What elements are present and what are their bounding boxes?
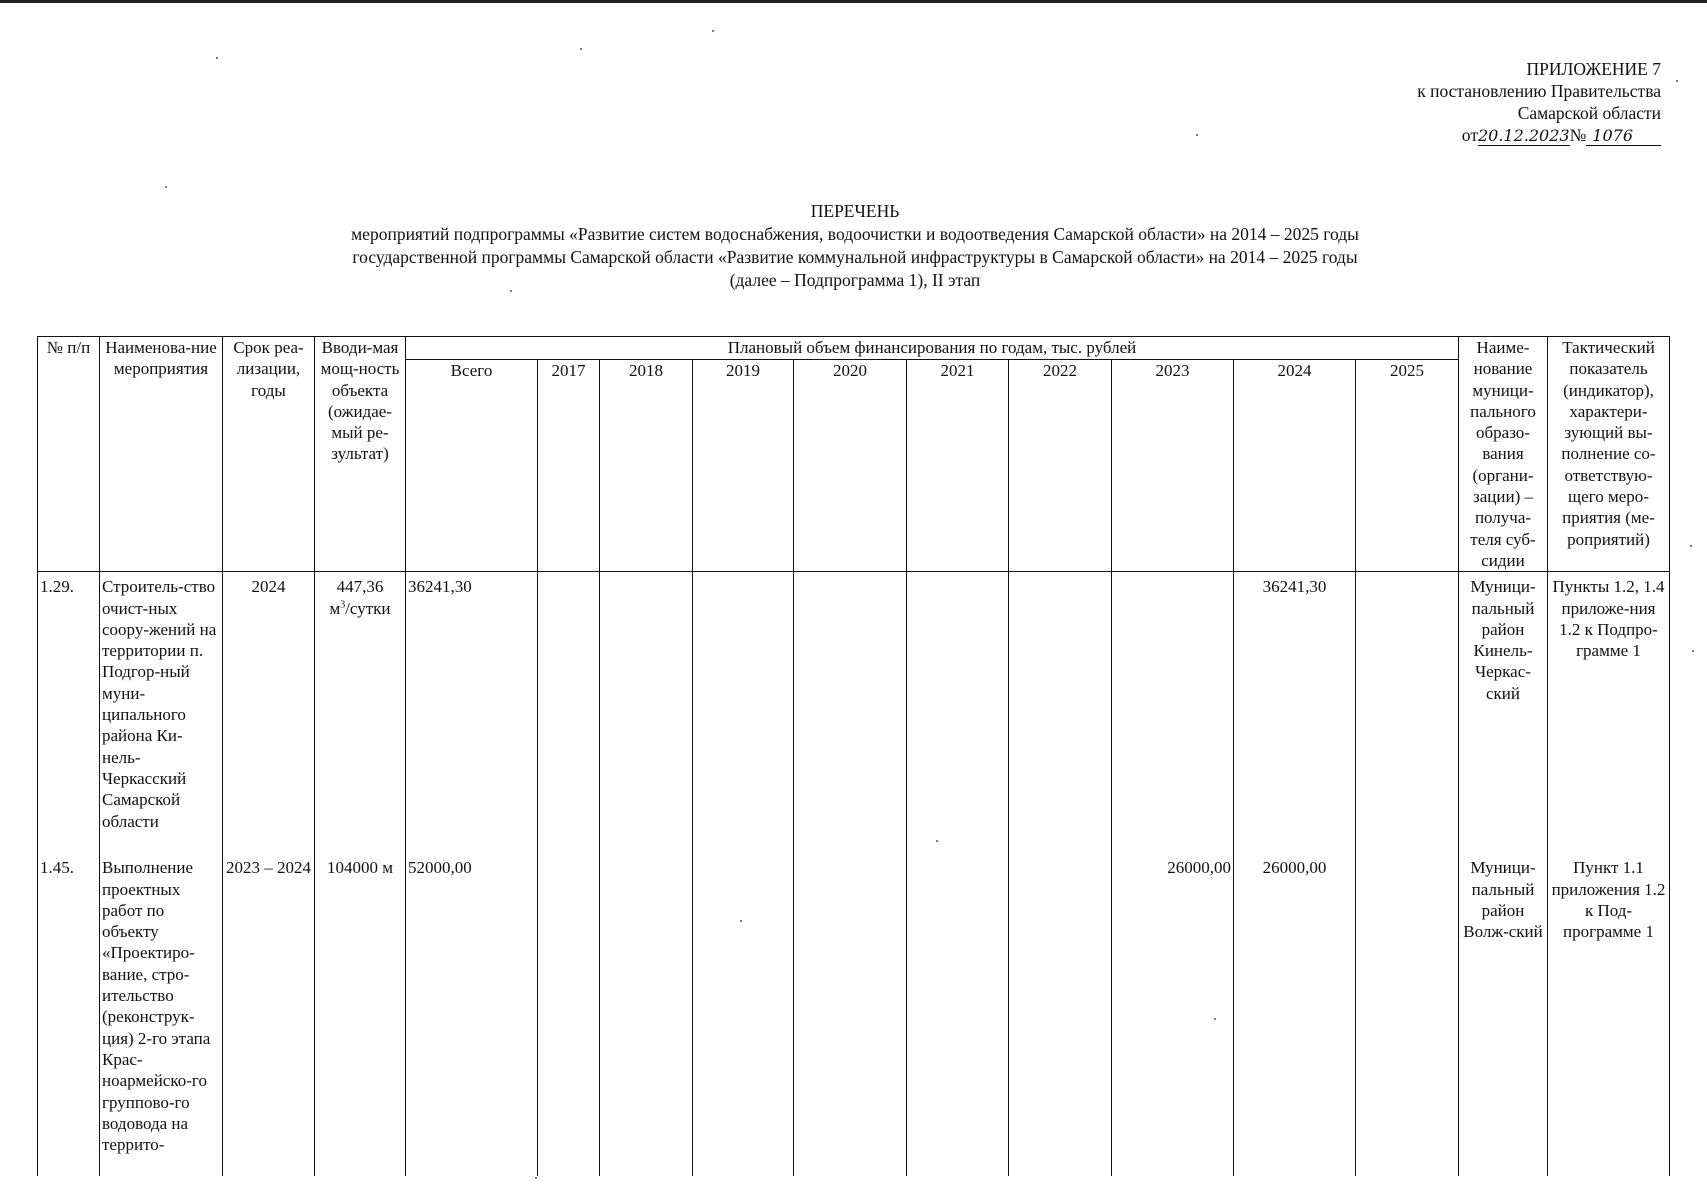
- scan-speck: [1692, 650, 1694, 652]
- cell-indicator: Пункты 1.2, 1.4 приложе-ния 1.2 к Подпро-грамме 1: [1548, 572, 1670, 854]
- cell-year: [1009, 572, 1112, 854]
- ref-number-label: №: [1569, 125, 1587, 145]
- cell-recipient: Муници-пальный район Кинель-Черкас-ский: [1459, 572, 1548, 854]
- appendix-reference: [1376, 124, 1661, 147]
- cell-capacity: [315, 572, 406, 854]
- cell-year: [1112, 572, 1234, 854]
- heading-line-1: мероприятий подпрограммы «Развитие систем водоснабжения, водоочистки и водоотведения Самарской области» на 2014 – 2025 годы: [351, 224, 1359, 244]
- col-header-funding-group: Плановый объем финансирования по годам, тыс. рублей: [406, 337, 1459, 360]
- capacity-value: 447,36: [336, 577, 384, 597]
- heading-title: ПЕРЕЧЕНЬ: [810, 201, 900, 221]
- col-header-year: 2022: [1009, 360, 1112, 572]
- col-header-indicator: Тактический показатель (индикатор), характери-зующий вы-полнение со-ответствую-щего меро-приятия (ме-роприятий): [1548, 337, 1670, 572]
- document-heading: [240, 200, 1470, 292]
- cell-total: 36241,30: [406, 572, 538, 854]
- col-header-year: 2023: [1112, 360, 1234, 572]
- col-header-year: 2025: [1356, 360, 1459, 572]
- cell-recipient: Муници-пальный район Волж-ский: [1459, 853, 1548, 1176]
- cell-name: Строитель-ство очист-ных соору-жений на территории п. Подгор-ный муни-ципального района Ки-нель-Черкасский Самарской области: [100, 572, 223, 854]
- col-header-total: Всего: [406, 360, 538, 572]
- cell-year: [600, 572, 693, 854]
- scan-speck: [1196, 134, 1198, 136]
- cell-year: 26000,00: [1234, 853, 1356, 1176]
- cell-num: 1.29.: [38, 572, 100, 854]
- cell-year: [1009, 853, 1112, 1176]
- scan-speck: [216, 57, 218, 59]
- ref-date: 20.12.2023: [1477, 126, 1570, 145]
- cell-year: [600, 853, 693, 1176]
- cell-year: [907, 853, 1009, 1176]
- cell-year: [794, 572, 907, 854]
- scan-speck: [1676, 80, 1678, 82]
- appendix-block: [1376, 58, 1661, 147]
- cell-capacity: 104000 м: [315, 853, 406, 1176]
- appendix-line-3: Самарской области: [1517, 103, 1661, 123]
- cell-year: [1356, 853, 1459, 1176]
- scan-speck: [712, 30, 714, 32]
- col-header-year: 2024: [1234, 360, 1356, 572]
- scan-top-edge: [0, 0, 1707, 3]
- col-header-year: 2020: [794, 360, 907, 572]
- scan-speck: [1214, 1018, 1216, 1020]
- col-header-capacity: Вводи-мая мощ-ность объекта (ожидае-мый ре-зультат): [315, 337, 406, 572]
- scan-speck: [580, 48, 582, 50]
- cell-year: [538, 853, 600, 1176]
- col-header-num: № п/п: [38, 337, 100, 572]
- ref-prefix: от: [1461, 125, 1478, 145]
- cell-indicator: Пункт 1.1 приложения 1.2 к Под-программе 1: [1548, 853, 1670, 1176]
- header-row-top: [38, 337, 1670, 360]
- cell-year: [907, 572, 1009, 854]
- scan-speck: [1690, 545, 1692, 547]
- appendix-line-2: к постановлению Правительства: [1417, 81, 1661, 101]
- col-header-year: 2021: [907, 360, 1009, 572]
- cell-year: [538, 572, 600, 854]
- table-row: [38, 853, 1670, 1176]
- cell-name: Выполнение проектных работ по объекту «Проектиро-вание, стро-ительство (реконструк-ция) 2-го этапа Крас-ноармейско-го группово-го водовода на террито-: [100, 853, 223, 1176]
- cell-year: [693, 572, 794, 854]
- cell-total: 52000,00: [406, 853, 538, 1176]
- table-row: [38, 572, 1670, 854]
- capacity-unit: м: [329, 598, 341, 618]
- col-header-year: 2018: [600, 360, 693, 572]
- cell-year: [794, 853, 907, 1176]
- scan-speck: [510, 290, 512, 292]
- cell-num: 1.45.: [38, 853, 100, 1176]
- activities-table: [37, 336, 1670, 1176]
- cell-term: 2024: [223, 572, 315, 854]
- scan-speck: [165, 186, 167, 188]
- scan-speck: [535, 1177, 537, 1179]
- col-header-term: Срок реа-лизации, годы: [223, 337, 315, 572]
- appendix-title: ПРИЛОЖЕНИЕ 7: [1526, 59, 1661, 79]
- heading-line-2: государственной программы Самарской области «Развитие коммунальной инфраструктуры в Самарской области» на 2014 – 2025 годы: [352, 247, 1358, 267]
- scan-speck: [740, 920, 742, 922]
- cell-term: 2023 – 2024: [223, 853, 315, 1176]
- col-header-year: 2017: [538, 360, 600, 572]
- ref-number: 1076: [1586, 126, 1661, 146]
- col-header-name: Наименова-ние мероприятия: [100, 337, 223, 572]
- heading-line-3: (далее – Подпрограмма 1), II этап: [729, 270, 981, 290]
- col-header-year: 2019: [693, 360, 794, 572]
- capacity-unit-rest: /сутки: [345, 598, 391, 618]
- cell-year: 36241,30: [1234, 572, 1356, 854]
- col-header-recipient: Наиме-нование муници-пального образо-вания (органи-зации) – получа-теля суб-сидии: [1459, 337, 1548, 572]
- capacity-unit-sup: 3: [340, 598, 346, 610]
- cell-year: [693, 853, 794, 1176]
- cell-year: 26000,00: [1112, 853, 1234, 1176]
- cell-year: [1356, 572, 1459, 854]
- scan-speck: [936, 840, 938, 842]
